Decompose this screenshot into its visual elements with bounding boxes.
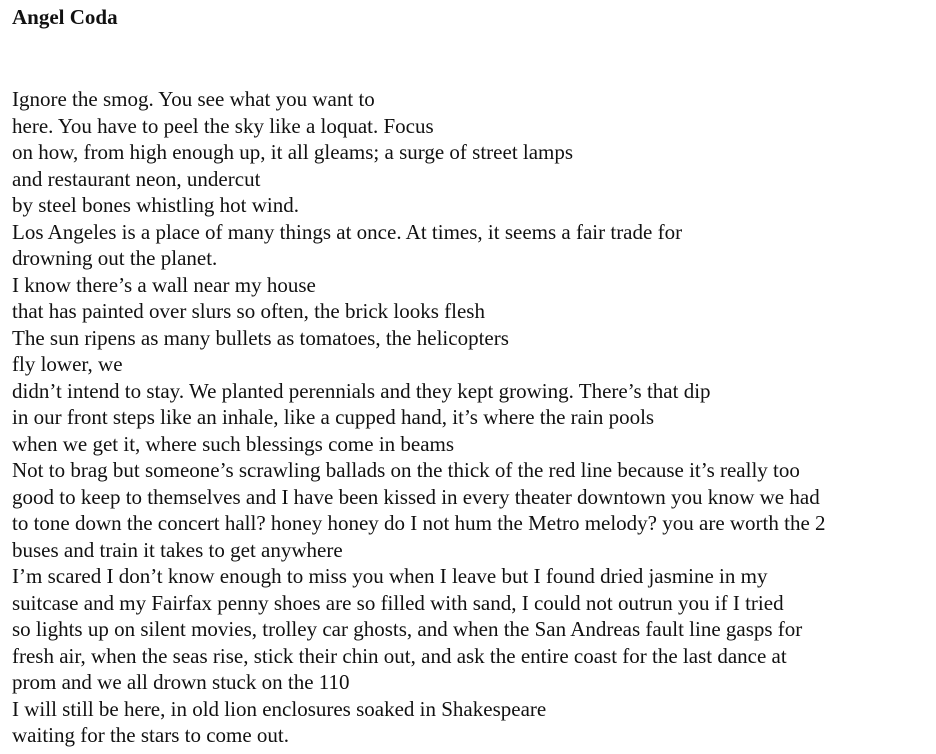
poem-line: in our front steps like an inhale, like a cupped hand, it’s where the rain pools <box>12 405 655 429</box>
poem-line: on how, from high enough up, it all gleams; a surge of street lamps <box>12 140 574 164</box>
poem-line: so lights up on silent movies, trolley car ghosts, and when the San Andreas fault line gasps for <box>12 617 803 641</box>
document-page <box>12 0 927 749</box>
poem-line: Not to brag but someone’s scrawling ballads on the thick of the red line because it’s really too <box>12 458 800 482</box>
poem-line: I will still be here, in old lion enclosures soaked in Shakespeare <box>12 696 547 721</box>
poem-line: good to keep to themselves and I have been kissed in every theater downtown you know we had <box>12 484 820 509</box>
poem-body <box>12 86 927 749</box>
poem-line: and restaurant neon, undercut <box>12 166 261 191</box>
poem-line: suitcase and my Fairfax penny shoes are so filled with sand, I could not outrun you if I tried <box>12 590 784 615</box>
poem-line: buses and train it takes to get anywhere <box>12 537 343 562</box>
poem-line: waiting for the stars to come out. <box>12 723 290 747</box>
poem-line: that has painted over slurs so often, the brick looks flesh <box>12 299 485 323</box>
poem-line: prom and we all drown stuck on the 110 <box>12 670 350 694</box>
poem-line: drowning out the planet. <box>12 246 218 270</box>
poem-line: didn’t intend to stay. We planted perennials and they kept growing. There’s that dip <box>12 378 711 403</box>
poem-line: Ignore the smog. You see what you want to <box>12 87 375 111</box>
poem-line: by steel bones whistling hot wind. <box>12 193 299 217</box>
poem-line: I know there’s a wall near my house <box>12 272 316 297</box>
poem-line: The sun ripens as many bullets as tomatoes, the helicopters <box>12 325 509 350</box>
poem-line: to tone down the concert hall? honey honey do I not hum the Metro melody? you are worth the 2 <box>12 511 826 535</box>
poem-line: I’m scared I don’t know enough to miss you when I leave but I found dried jasmine in my <box>12 564 768 588</box>
poem-title: Angel Coda <box>12 5 118 29</box>
poem-line: fresh air, when the seas rise, stick their chin out, and ask the entire coast for the last dance at <box>12 643 787 668</box>
poem-line: fly lower, we <box>12 352 123 376</box>
poem-line: Los Angeles is a place of many things at once. At times, it seems a fair trade for <box>12 219 683 244</box>
poem-line: when we get it, where such blessings come in beams <box>12 431 455 456</box>
poem-line: here. You have to peel the sky like a loquat. Focus <box>12 113 434 138</box>
